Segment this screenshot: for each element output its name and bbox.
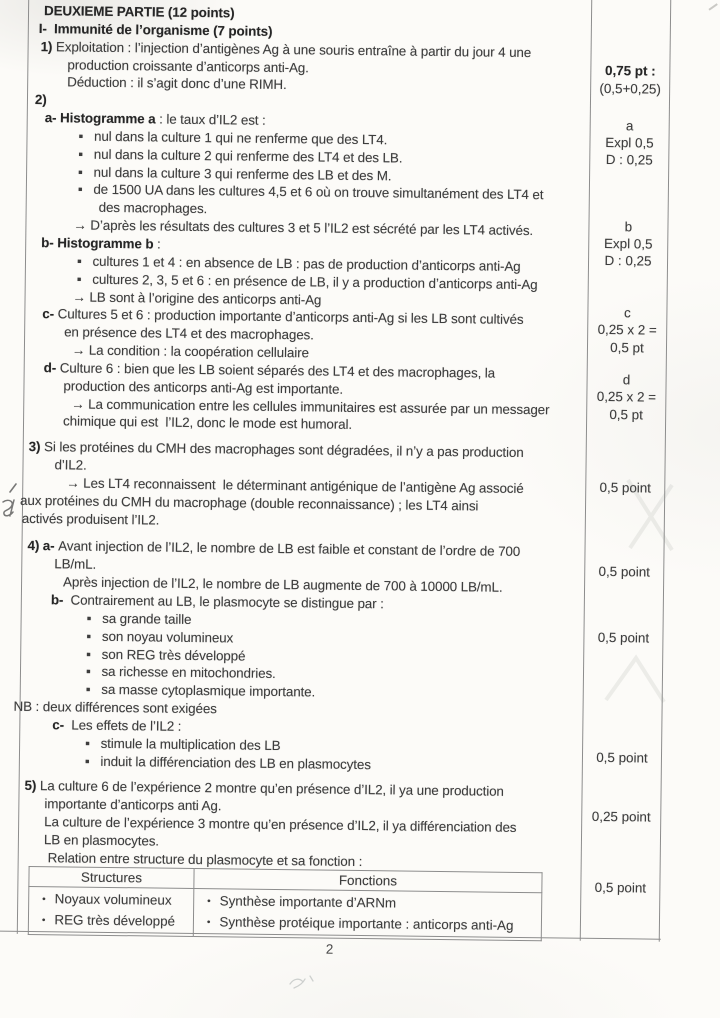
content-line: ▪ nul dans la culture 2 qui renferme des LT4 et des LB. xyxy=(78,146,403,166)
points-entry: Expl 0,5 xyxy=(603,235,653,252)
content-line: en présence des LT4 et des macrophages. xyxy=(64,324,314,343)
content-line: ▪ cultures 1 et 4 : en absence de LB : pas de production d’anticorps anti-Ag xyxy=(76,253,521,274)
points-entry: 0,5 point xyxy=(596,749,648,766)
content-line: I- Immunité de l’organisme (7 points) xyxy=(38,20,273,39)
points-entry: 0,5 point xyxy=(594,879,647,896)
points-entry: a xyxy=(625,118,634,134)
bleed-through-mark xyxy=(600,650,670,710)
handwritten-mark xyxy=(0,482,22,520)
table-cell-line: • Synthèse protéique importante : anticorps anti-Ag xyxy=(206,913,514,933)
content-line: d- Culture 6 : bien que les LB soient séparés des LT4 et des macrophages, la xyxy=(43,360,496,381)
table-body xyxy=(28,886,542,940)
content-line: importante d’anticorps anti Ag. xyxy=(44,796,222,814)
content-line: ▪ nul dans la culture 3 qui renferme des LB et des M. xyxy=(78,164,392,183)
content-line: Relation entre structure du plasmocyte et sa fonction : xyxy=(47,850,363,869)
content-line: c- Les effets de l’IL2 : xyxy=(52,717,182,734)
content-line: NB : deux différences sont exigées xyxy=(13,698,217,717)
points-entry: Expl 0,5 xyxy=(605,134,654,151)
bullet-icon: • xyxy=(42,894,46,906)
table-cell-line: • Noyaux volumineux xyxy=(42,891,172,908)
content-line: b- Histogramme b : xyxy=(41,235,161,252)
content-line: 1) Exploitation : l’injection d’antigènes Ag à une souris entraîne à partir du jour 4 une xyxy=(40,38,532,60)
page-number: 2 xyxy=(325,941,334,957)
content-line: chimique qui est l’IL2, donc le mode est humoral. xyxy=(62,413,353,433)
content-line: activés produisent l’IL2. xyxy=(21,510,160,528)
content-line: → LB sont à l’origine des anticorps anti-Ag xyxy=(72,288,322,308)
content-line: ▪ son REG très développé xyxy=(86,646,246,664)
content-line: aux protéines du CMH du macrophage (double reconnaissance) ; les LT4 ainsi xyxy=(19,492,479,514)
content-line: → D’après les résultats des cultures 3 et 5 l’IL2 est sécrété par les LT4 activés. xyxy=(73,217,534,239)
structure-function-table xyxy=(28,866,543,941)
content-line: des macrophages. xyxy=(98,200,208,217)
bullet-icon: • xyxy=(207,896,211,908)
content-line: → Les LT4 reconnaissent le déterminant antigénique de l’antigène Ag associé xyxy=(66,475,524,496)
content-line: DEUXIEME PARTIE (12 points) xyxy=(43,3,235,21)
points-entry: d xyxy=(622,372,631,388)
bullet-icon: • xyxy=(41,914,46,926)
content-line: 4) a- Avant injection de l’IL2, le nombre de LB est faible et constant de l’ordre de 700 xyxy=(27,538,521,560)
answers-column xyxy=(13,2,592,873)
content-line: ▪ son noyau volumineux xyxy=(86,628,234,646)
points-entry: 0,25 point xyxy=(591,808,651,825)
content-line: → La condition : la coopération cellulaire xyxy=(71,342,309,361)
content-line: production croissante d’anticorps anti-Ag. xyxy=(67,56,309,75)
content-line: 3) Si les protéines du CMH des macrophages sont dégradées, il n’y a pas production xyxy=(28,439,524,461)
content-line: 2) xyxy=(34,92,47,108)
content-line: La culture de l’expérience 3 montre qu’en présence d’IL2, il ya différenciation des xyxy=(44,814,517,836)
pencil-smudge xyxy=(286,972,320,992)
points-entry: D : 0,25 xyxy=(605,151,653,168)
content-line: b- Contrairement au LB, le plasmocyte se distingue par : xyxy=(50,592,384,612)
points-entry: 0,5 point xyxy=(599,479,652,496)
points-entry: 0,5 point xyxy=(597,629,650,646)
table-cell-line: • REG très développé xyxy=(41,911,176,929)
content-line: LB en plasmocytes. xyxy=(43,832,160,849)
points-entry: 0,75 pt : xyxy=(604,62,656,79)
content-line: Déduction : il s’agit donc d’une RIMH. xyxy=(67,74,287,93)
content-line: d’IL2. xyxy=(54,457,87,473)
points-entry: 0,25 x 2 = xyxy=(596,388,657,405)
table-column-header: Fonctions xyxy=(194,869,542,893)
points-entry: 0,5 pt xyxy=(609,407,644,423)
points-entry: 0,25 x 2 = xyxy=(597,321,657,338)
table-column-header: Structures xyxy=(29,866,194,888)
points-entry: D : 0,25 xyxy=(604,252,652,269)
points-entry: 0,5 point xyxy=(598,563,651,580)
content-line: → La communication entre les cellules immunitaires est assurée par un messager xyxy=(71,396,550,417)
content-line: ▪ sa richesse en mitochondries. xyxy=(85,664,276,682)
bleed-through-mark xyxy=(620,470,680,560)
table-cell xyxy=(193,888,542,940)
content-line: production des anticorps anti-Ag est importante. xyxy=(63,378,344,397)
table-cell xyxy=(28,886,194,936)
table-body-row xyxy=(28,886,542,940)
points-entry: b xyxy=(624,219,633,235)
content-line: ▪ cultures 2, 3, 5 et 6 : en présence de LB, il y a production d’anticorps anti-Ag xyxy=(76,271,538,292)
content-line: ▪ sa masse cytoplasmique importante. xyxy=(85,681,316,700)
content-line: ▪ de 1500 UA dans les cultures 4,5 et 6 où on trouve simultanément des LT4 et xyxy=(77,181,544,203)
content-line: 5) La culture 6 de l’expérience 2 montre qu’en présence d’IL2, il ya une production xyxy=(24,778,504,800)
content-line: LB/mL. xyxy=(54,556,97,573)
content-line: ▪ induit la différenciation des LB en plasmocytes xyxy=(84,753,371,772)
points-entry: 0,5 pt xyxy=(610,340,644,356)
content-line: ▪ sa grande taille xyxy=(86,610,192,627)
content-line: c- Cultures 5 et 6 : production importante d’anticorps anti-Ag si les LB sont cultivés xyxy=(42,306,524,328)
points-entry: c xyxy=(623,305,631,321)
content-line: a- Histogramme a : le taux d’IL2 est : xyxy=(44,110,266,128)
table-cell-line: • Synthèse importante d’ARNm xyxy=(207,893,397,911)
content-line: ▪ nul dans la culture 1 qui ne renferme que des LT4. xyxy=(78,128,388,148)
content-line: ▪ stimule la multiplication des LB xyxy=(85,735,281,753)
content-line: Après injection de l’IL2, le nombre de LB augmente de 700 à 10000 LB/mL. xyxy=(62,574,503,595)
bullet-icon: • xyxy=(206,916,211,928)
points-entry: (0,5+0,25) xyxy=(599,80,661,97)
